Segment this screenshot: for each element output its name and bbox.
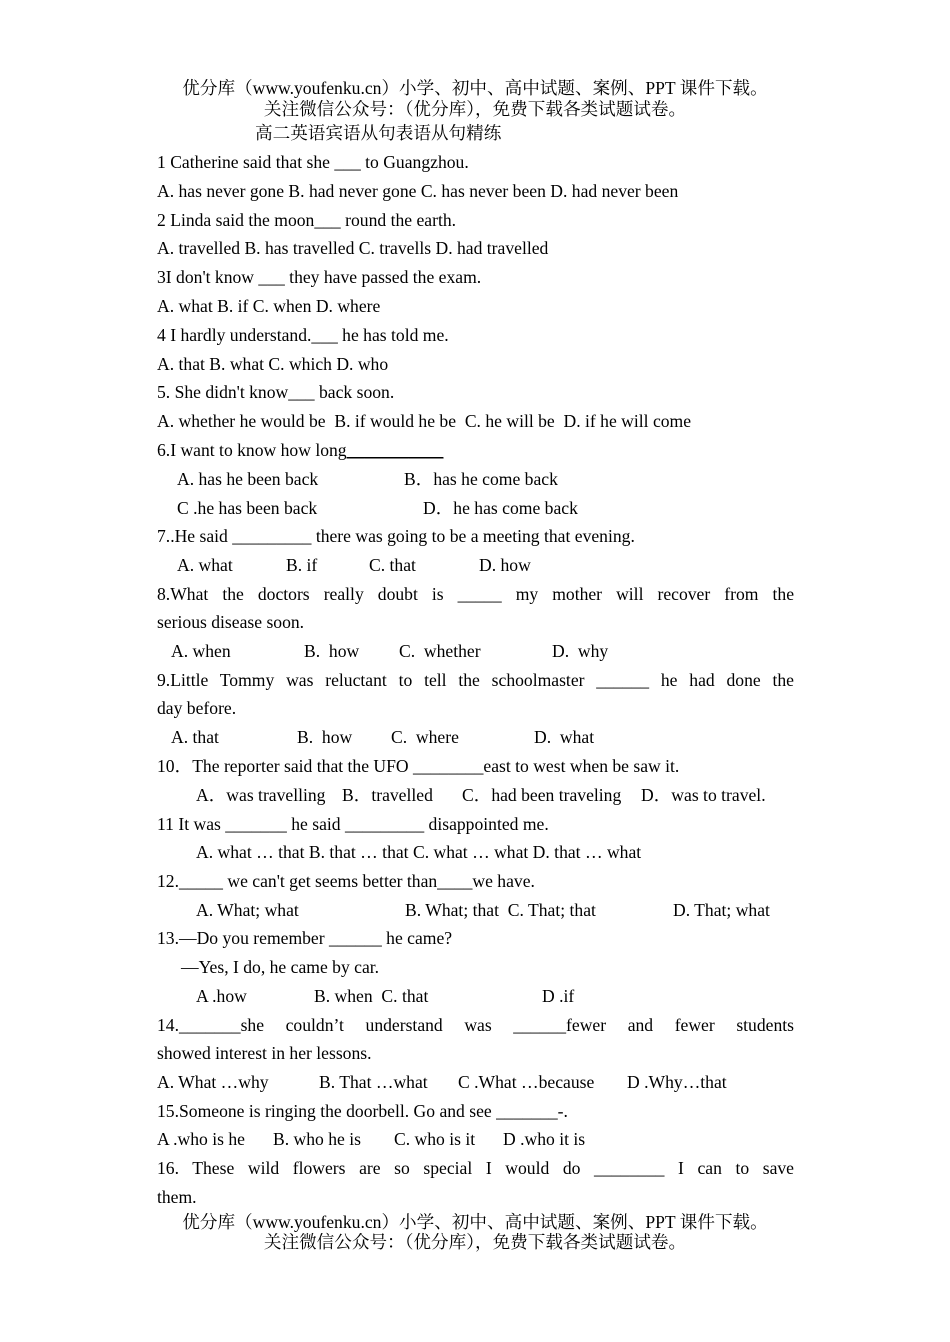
- question-10-option-b: B．travelled: [342, 785, 433, 805]
- question-6-stem-text: 6.I want to know how long: [157, 440, 347, 460]
- question-5-options: A. whether he would be B. if would he be C. he will be D. if he will come: [157, 411, 692, 431]
- question-2-options: A. travelled B. has travelled C. travells D. had travelled: [157, 238, 549, 258]
- question-15-stem: 15.Someone is ringing the doorbell. Go and see _______-.: [157, 1101, 568, 1121]
- question-9-stem-line-1: 9.Little Tommy was reluctant to tell the schoolmaster ______ he had done the: [157, 670, 794, 690]
- question-6-option-d: D．he has come back: [423, 498, 578, 518]
- question-9-option-c: C. where: [391, 727, 459, 747]
- question-6-option-c: C .he has been back: [177, 498, 318, 518]
- footer-line-2: 关注微信公众号：（优分库），免费下载各类试题试卷。: [263, 1232, 687, 1252]
- question-8-option-a: A. when: [171, 641, 231, 661]
- question-6-option-b: B．has he come back: [404, 469, 558, 489]
- question-3-stem: 3I don't know ___ they have passed the exam.: [157, 267, 482, 287]
- question-8-option-b: B. how: [304, 641, 360, 661]
- question-9-stem-line-2: day before.: [157, 698, 237, 718]
- question-8-option-c: C. whether: [399, 641, 481, 661]
- footer-line-1: 优分库（www.youfenku.cn）小学、初中、高中试题、案例、PPT 课件下载。: [182, 1212, 768, 1232]
- question-8-stem-line-2: serious disease soon.: [157, 612, 305, 632]
- question-5-stem: 5. She didn't know___ back soon.: [157, 382, 395, 402]
- question-14-option-d: D .Why…that: [627, 1072, 727, 1092]
- question-6-blank: ___________: [346, 440, 444, 460]
- question-16-stem-line-1: 16. These wild flowers are so special I would do ________ I can to save: [157, 1158, 794, 1178]
- question-2-stem: 2 Linda said the moon___ round the earth.: [157, 210, 457, 230]
- question-15-option-a: A .who is he: [157, 1129, 245, 1149]
- question-7-option-a: A. what: [177, 555, 233, 575]
- question-7-option-d: D. how: [479, 555, 531, 575]
- question-13-option-a: A .how: [196, 986, 247, 1006]
- question-14-option-b: B. That …what: [319, 1072, 428, 1092]
- question-10-option-d: D．was to travel.: [641, 785, 766, 805]
- question-14-stem-line-1: 14._______she couldn’t understand was ______fewer and fewer students: [157, 1015, 794, 1035]
- question-9-option-b: B. how: [297, 727, 353, 747]
- question-10-stem: 10．The reporter said that the UFO ________east to west when be saw it.: [157, 756, 680, 776]
- question-4-options: A. that B. what C. which D. who: [157, 354, 389, 374]
- question-15-option-d: D .who it is: [503, 1129, 586, 1149]
- question-6-option-a: A. has he been back: [177, 469, 319, 489]
- question-12-stem: 12._____ we can't get seems better than____we have.: [157, 871, 535, 891]
- question-12-options-bc: B. What; that C. That; that: [405, 900, 596, 920]
- question-9-option-a: A. that: [171, 727, 219, 747]
- header-line-1: 优分库（www.youfenku.cn）小学、初中、高中试题、案例、PPT 课件下载。: [182, 78, 768, 98]
- question-1-stem: 1 Catherine said that she ___ to Guangzhou.: [157, 152, 469, 172]
- question-13-options-bc: B. when C. that: [314, 986, 429, 1006]
- question-14-stem-line-2: showed interest in her lessons.: [157, 1043, 372, 1063]
- question-11-stem: 11 It was _______ he said _________ disappointed me.: [157, 814, 549, 834]
- question-3-options: A. what B. if C. when D. where: [157, 296, 381, 316]
- question-7-option-c: C. that: [369, 555, 416, 575]
- question-1-options: A. has never gone B. had never gone C. has never been D. had never been: [157, 181, 679, 201]
- question-14-option-a: A. What …why: [157, 1072, 269, 1092]
- question-12-option-a: A. What; what: [196, 900, 299, 920]
- question-11-options: A. what … that B. that … that C. what … what D. that … what: [196, 842, 642, 862]
- question-12-option-d: D. That; what: [673, 900, 770, 920]
- page-title: 高二英语宾语从句表语从句精练: [255, 123, 502, 143]
- question-13-option-d: D .if: [542, 986, 575, 1006]
- question-9-option-d: D. what: [534, 727, 595, 747]
- question-10-option-c: C．had been traveling: [462, 785, 622, 805]
- question-16-stem-line-2: them.: [157, 1187, 197, 1207]
- question-7-stem: 7..He said _________ there was going to be a meeting that evening.: [157, 526, 635, 546]
- question-15-option-c: C. who is it: [394, 1129, 476, 1149]
- question-7-option-b: B. if: [286, 555, 318, 575]
- question-13-stem: 13.—Do you remember ______ he came?: [157, 928, 453, 948]
- question-15-option-b: B. who he is: [273, 1129, 361, 1149]
- question-4-stem: 4 I hardly understand.___ he has told me.: [157, 325, 449, 345]
- question-6-stem: [157, 439, 443, 461]
- question-8-option-d: D. why: [552, 641, 609, 661]
- question-13-answer: —Yes, I do, he came by car.: [181, 957, 380, 977]
- header-line-2: 关注微信公众号：（优分库），免费下载各类试题试卷。: [263, 99, 687, 119]
- question-10-option-a: A．was travelling: [196, 785, 326, 805]
- question-8-stem-line-1: 8.What the doctors really doubt is _____ my mother will recover from the: [157, 584, 794, 604]
- question-14-option-c: C .What …because: [458, 1072, 595, 1092]
